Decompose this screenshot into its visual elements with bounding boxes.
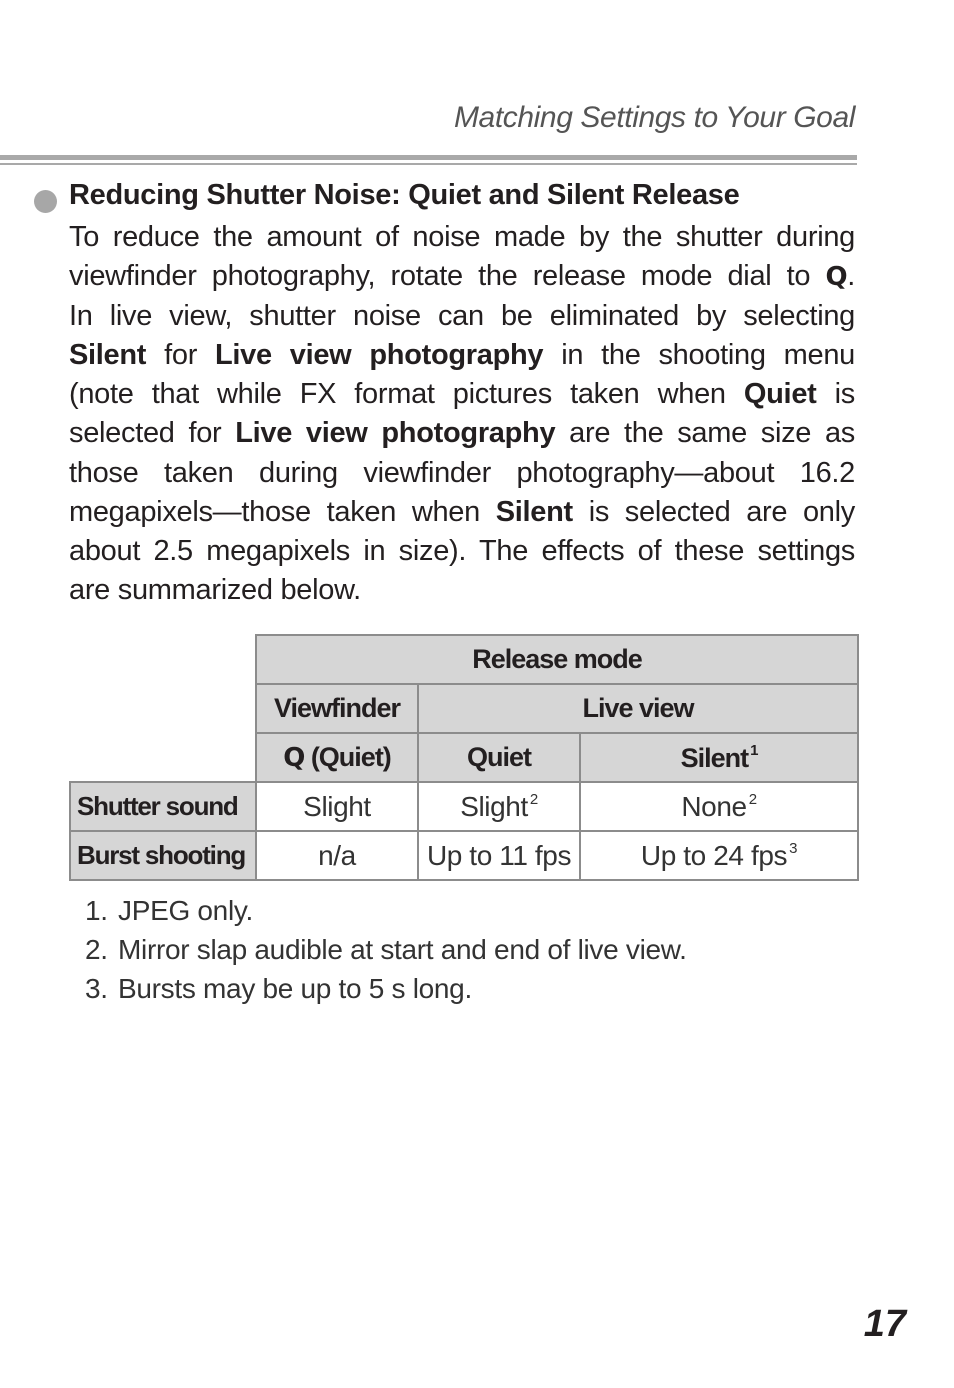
- body-line: [69, 454, 855, 493]
- section-bullet-icon: [34, 190, 57, 213]
- header-q-quiet-label: (Quiet): [310, 742, 391, 772]
- footnotes: [85, 891, 687, 1008]
- quiet-release-q-icon: Q: [283, 743, 305, 773]
- footnote-item: [85, 969, 687, 1008]
- body-line: [69, 414, 855, 453]
- header-silent: [580, 733, 858, 782]
- cell-live-silent: [580, 782, 858, 831]
- header-rule-thick: [0, 155, 857, 160]
- body-text-span: viewfinder photography, rotate the release mode dial to: [69, 260, 811, 293]
- cell-viewfinder-q: n/a: [256, 831, 418, 880]
- body-text-span: .: [847, 260, 856, 293]
- footnote-number: 1.: [85, 895, 108, 926]
- body-line: [69, 532, 855, 571]
- body-text-span: To reduce the amount of noise made by the shutter during: [69, 221, 855, 253]
- body-text-span: in the shooting menu: [561, 339, 855, 372]
- header-rule-thin: [0, 163, 857, 165]
- body-text-span: (note that while FX format pictures taken when: [69, 378, 726, 411]
- body-text-span: about 2.5 megapixels in size). The effects of these settings: [69, 534, 855, 567]
- row-label-shutter-sound: Shutter sound: [70, 782, 256, 831]
- footnote-ref: 3: [789, 839, 798, 857]
- header-live-view: Live view: [418, 684, 858, 733]
- body-line: [69, 336, 855, 375]
- footnote-item: [85, 930, 687, 969]
- body-line: [69, 257, 855, 297]
- footnote-number: 2.: [85, 934, 108, 965]
- term-quiet: Quiet: [743, 378, 817, 411]
- header-rule: [0, 155, 857, 166]
- cell-live-silent: [580, 831, 858, 880]
- body-text-span: those taken during viewfinder photography—about 16.2: [69, 456, 855, 489]
- body-paragraph: [69, 218, 855, 610]
- header-q-quiet: [256, 733, 418, 782]
- term-silent: Silent: [69, 339, 147, 372]
- body-text-span: is: [834, 378, 855, 411]
- body-line: [69, 297, 855, 336]
- term-live-view-photography: Live view photography: [215, 339, 544, 372]
- footnote-number: 3.: [85, 973, 108, 1004]
- body-line: [69, 571, 855, 610]
- quiet-release-q-icon: Q: [825, 262, 848, 293]
- body-text-span: are summarized below.: [69, 573, 361, 606]
- footnote-text: JPEG only.: [118, 895, 253, 926]
- header-release-mode: Release mode: [256, 635, 858, 684]
- running-header: Matching Settings to Your Goal: [453, 101, 855, 134]
- footnote-ref: 1: [750, 741, 758, 759]
- footnote-ref: 2: [748, 790, 757, 808]
- table-row: [70, 831, 858, 880]
- body-text-span: selected for: [69, 417, 222, 450]
- footnote-ref: 2: [529, 790, 538, 808]
- section-title: Reducing Shutter Noise: Quiet and Silent Release: [69, 179, 740, 211]
- body-line: [69, 493, 855, 532]
- footnote-text: Mirror slap audible at start and end of live view.: [118, 934, 687, 965]
- body-text-span: In live view, shutter noise can be eliminated by selecting: [69, 300, 855, 333]
- header-quiet: Quiet: [418, 733, 580, 782]
- cell-viewfinder-q: Slight: [256, 782, 418, 831]
- table-row: [70, 782, 858, 831]
- cell-value: Slight: [460, 790, 528, 822]
- body-text-span: megapixels—those taken when: [69, 495, 480, 528]
- table-header-row: [70, 635, 858, 684]
- footnote-text: Bursts may be up to 5 s long.: [118, 973, 472, 1004]
- body-text-span: is selected are only: [588, 495, 855, 528]
- body-text-span: for: [164, 339, 198, 372]
- cell-live-quiet: Up to 11 fps: [418, 831, 580, 880]
- footnote-item: [85, 891, 687, 930]
- term-live-view-photography: Live view photography: [235, 417, 556, 450]
- body-line: [69, 375, 855, 414]
- header-silent-label: Silent: [680, 742, 749, 773]
- row-label-burst-shooting: Burst shooting: [70, 831, 256, 880]
- cell-value: Up to 24 fps: [640, 839, 788, 871]
- table-corner-blank: [70, 635, 256, 782]
- body-line: [69, 218, 855, 257]
- cell-value: None: [681, 790, 747, 822]
- body-text-span: are the same size as: [569, 417, 855, 450]
- header-viewfinder: Viewfinder: [256, 684, 418, 733]
- cell-live-quiet: [418, 782, 580, 831]
- release-mode-table: [69, 634, 859, 881]
- term-silent: Silent: [495, 495, 573, 528]
- page-number: 17: [863, 1303, 906, 1345]
